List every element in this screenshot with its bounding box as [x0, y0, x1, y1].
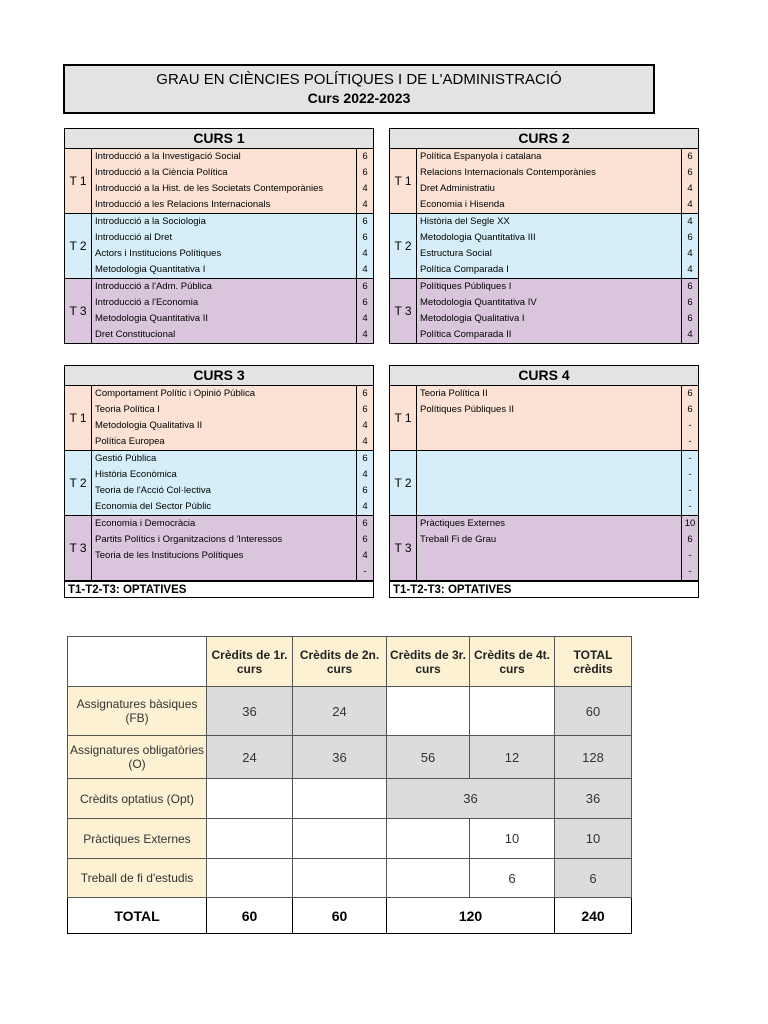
col-header-1r: Crèdits de 1r. curs [207, 637, 293, 687]
cell-pe-2n [293, 819, 387, 859]
subject-credits: 4 [681, 197, 698, 213]
subject-name: Introducció a les Relacions Internacionals [95, 199, 271, 210]
subject-credits: 4 [356, 548, 373, 564]
trimester-block [65, 149, 373, 214]
subject-credits: 4 [681, 262, 698, 278]
subject-name: Política Espanyola i catalana [420, 151, 542, 162]
optatives-note: T1-T2-T3: OPTATIVES [389, 581, 699, 598]
subject-credits: 6 [681, 149, 698, 165]
subject-row [92, 311, 373, 327]
row-label-o: Assignatures obligatòries (O) [68, 736, 207, 779]
trimester-label: T 3 [65, 279, 92, 343]
subject-row [417, 262, 698, 278]
subject-name [92, 564, 356, 580]
course-box-1 [64, 128, 374, 344]
subject-row [417, 499, 698, 515]
subject-name: Metodologia Qualitativa I [420, 313, 525, 324]
subject-credits: - [681, 564, 698, 580]
trimester-label: T 2 [65, 451, 92, 515]
subject-credits: 6 [681, 295, 698, 311]
course-title: CURS 2 [390, 129, 698, 149]
subject-credits: 4 [356, 418, 373, 434]
cell-pe-3r [387, 819, 470, 859]
subject-name: Relacions Internacionals Contemporànies [420, 167, 596, 178]
subject-name: Dret Administratiu [420, 183, 495, 194]
cell-fb-3r [387, 687, 470, 736]
table-row [68, 736, 632, 779]
subject-name [417, 418, 681, 434]
subject-name: Polítiques Públiques II [420, 404, 515, 415]
row-label-opt: Crèdits optatius (Opt) [68, 779, 207, 819]
subject-row [417, 467, 698, 483]
subject-name: Polítiques Públiques I [420, 281, 512, 292]
cell-o-3r: 56 [387, 736, 470, 779]
subject-name [417, 564, 681, 580]
subject-credits: 4 [681, 181, 698, 197]
subject-credits: 4 [681, 214, 698, 230]
subject-credits: 4 [356, 181, 373, 197]
trimester-block [390, 516, 698, 580]
subject-name: Economia i Democràcia [95, 518, 196, 529]
subject-row [92, 434, 373, 450]
subject-credits: - [681, 418, 698, 434]
subject-credits: 6 [356, 230, 373, 246]
subject-row [417, 165, 698, 181]
cell-total-3r-4t: 120 [387, 898, 555, 934]
cell-tfe-1r [207, 859, 293, 898]
trimester-label: T 3 [390, 516, 417, 580]
subject-name [417, 467, 681, 483]
course-title: CURS 1 [65, 129, 373, 149]
subject-credits: 6 [356, 295, 373, 311]
subject-row [417, 246, 698, 262]
subject-row [92, 246, 373, 262]
cell-fb-total: 60 [555, 687, 632, 736]
subject-credits: - [681, 499, 698, 515]
subject-row [417, 311, 698, 327]
subject-row [92, 262, 373, 278]
cell-tfe-2n [293, 859, 387, 898]
col-header-3r: Crèdits de 3r. curs [387, 637, 470, 687]
subject-credits: 6 [681, 532, 698, 548]
subject-name: Estructura Social [420, 248, 492, 259]
subject-row [92, 564, 373, 580]
course-box-3 [64, 365, 374, 581]
subject-row [92, 181, 373, 197]
subject-name [417, 548, 681, 564]
course-title: CURS 3 [65, 366, 373, 386]
subject-name: Actors i Institucions Polítiques [95, 248, 222, 259]
subject-row [92, 483, 373, 499]
subject-row [417, 149, 698, 165]
subject-credits: 6 [681, 165, 698, 181]
trimester-block [65, 451, 373, 516]
cell-tfe-3r [387, 859, 470, 898]
subject-name: Comportament Polític i Opinió Pública [95, 388, 255, 399]
subject-row [92, 295, 373, 311]
cell-fb-1r: 36 [207, 687, 293, 736]
trimester-block [65, 516, 373, 580]
subject-name: Treball Fi de Grau [420, 534, 497, 545]
subject-credits: - [681, 483, 698, 499]
subject-credits: 6 [356, 279, 373, 295]
subject-row [417, 197, 698, 213]
table-row [68, 779, 632, 819]
table-row-total [68, 898, 632, 934]
trimester-block [65, 279, 373, 343]
trimester-label: T 3 [390, 279, 417, 343]
trimester-label: T 2 [65, 214, 92, 278]
course-box-2 [389, 128, 699, 344]
cell-total-1r: 60 [207, 898, 293, 934]
subject-credits: 4 [356, 197, 373, 213]
subject-credits: - [681, 548, 698, 564]
trimester-label: T 2 [390, 214, 417, 278]
trimester-block [390, 386, 698, 451]
subject-name: Història Econòmica [95, 469, 177, 480]
subject-row [92, 149, 373, 165]
credits-table [67, 636, 632, 934]
subject-row [417, 516, 698, 532]
subject-name: Introducció a la Sociologia [95, 216, 206, 227]
row-label-pe: Pràctiques Externes [68, 819, 207, 859]
subject-row [92, 499, 373, 515]
subject-name: Introducció a la Ciència Política [95, 167, 228, 178]
subject-name [417, 483, 681, 499]
subject-row [417, 548, 698, 564]
subject-row [92, 451, 373, 467]
subject-credits: 6 [681, 311, 698, 327]
subject-name: Introducció a l'Adm. Pública [95, 281, 212, 292]
table-row [68, 859, 632, 898]
row-label-tfe: Treball de fi d'estudis [68, 859, 207, 898]
subject-credits: 6 [356, 516, 373, 532]
subject-row [92, 165, 373, 181]
subject-name: Gestió Pública [95, 453, 157, 464]
subject-credits: 4 [356, 327, 373, 343]
subject-credits: - [681, 434, 698, 450]
table-row [68, 819, 632, 859]
row-label-total: TOTAL [68, 898, 207, 934]
cell-pe-total: 10 [555, 819, 632, 859]
subject-credits: 6 [356, 149, 373, 165]
subject-credits: 10 [681, 516, 698, 532]
col-header-4t: Crèdits de 4t. curs [470, 637, 555, 687]
subject-name: Política Europea [95, 436, 165, 447]
subject-row [92, 467, 373, 483]
subject-credits: 6 [681, 279, 698, 295]
cell-o-total: 128 [555, 736, 632, 779]
subject-credits: - [356, 564, 373, 580]
subject-name: Dret Constitucional [95, 329, 176, 340]
subject-credits: 4 [356, 499, 373, 515]
col-header-total: TOTAL crèdits [555, 637, 632, 687]
cell-fb-4t [470, 687, 555, 736]
subject-credits: - [681, 451, 698, 467]
subject-row [417, 181, 698, 197]
subject-name: Economia i Hisenda [420, 199, 505, 210]
subject-credits: 6 [356, 483, 373, 499]
subject-row [92, 418, 373, 434]
subject-name: Introducció a la Investigació Social [95, 151, 241, 162]
subject-row [417, 532, 698, 548]
col-header-2n: Crèdits de 2n. curs [293, 637, 387, 687]
trimester-block [390, 149, 698, 214]
subject-name [417, 434, 681, 450]
subject-row [417, 418, 698, 434]
trimester-block [390, 279, 698, 343]
subject-row [417, 295, 698, 311]
subject-row [92, 197, 373, 213]
subject-credits: 6 [681, 386, 698, 402]
subject-name: Partits Polítics i Organitzacions d 'Interessos [95, 534, 283, 545]
subject-credits: 6 [356, 214, 373, 230]
course-title: CURS 4 [390, 366, 698, 386]
trimester-label: T 1 [65, 149, 92, 213]
subject-row [92, 516, 373, 532]
subject-credits: - [681, 467, 698, 483]
cell-pe-1r [207, 819, 293, 859]
subject-row [417, 214, 698, 230]
trimester-label: T 2 [390, 451, 417, 515]
subject-row [92, 214, 373, 230]
subject-credits: 6 [356, 165, 373, 181]
row-label-fb: Assignatures bàsiques (FB) [68, 687, 207, 736]
subject-name: Economia del Sector Públic [95, 501, 212, 512]
subject-name [417, 451, 681, 467]
subject-name: Política Comparada II [420, 329, 512, 340]
subject-name: Teoria Política II [420, 388, 488, 399]
subject-row [417, 279, 698, 295]
subject-credits: 4 [356, 467, 373, 483]
subject-credits: 4 [356, 246, 373, 262]
subject-row [92, 279, 373, 295]
subject-credits: 4 [356, 311, 373, 327]
cell-pe-4t: 10 [470, 819, 555, 859]
subject-name: Introducció a l'Economia [95, 297, 199, 308]
optatives-note: T1-T2-T3: OPTATIVES [64, 581, 374, 598]
subject-credits: 4 [681, 246, 698, 262]
trimester-block [65, 386, 373, 451]
subject-row [417, 386, 698, 402]
subject-name: Metodologia Quantitativa III [420, 232, 536, 243]
subject-row [417, 434, 698, 450]
cell-tfe-4t: 6 [470, 859, 555, 898]
subject-credits: 6 [356, 532, 373, 548]
subject-name: Introducció a la Hist. de les Societats Contemporànies [95, 183, 324, 194]
cell-o-1r: 24 [207, 736, 293, 779]
trimester-label: T 1 [65, 386, 92, 450]
cell-fb-2n: 24 [293, 687, 387, 736]
subject-name: Introducció al Dret [95, 232, 173, 243]
cell-opt-total: 36 [555, 779, 632, 819]
subject-name [417, 499, 681, 515]
cell-o-2n: 36 [293, 736, 387, 779]
cell-tfe-total: 6 [555, 859, 632, 898]
subject-row [92, 402, 373, 418]
trimester-block [390, 214, 698, 279]
trimester-label: T 1 [390, 386, 417, 450]
subject-name: Teoria Política I [95, 404, 160, 415]
document-header [63, 64, 655, 114]
subject-row [92, 230, 373, 246]
course-box-4 [389, 365, 699, 581]
subject-row [417, 564, 698, 580]
subject-credits: 6 [356, 451, 373, 467]
subject-row [92, 532, 373, 548]
subject-credits: 4 [681, 327, 698, 343]
subject-name: Història del Segle XX [420, 216, 510, 227]
subject-row [92, 386, 373, 402]
subject-name: Pràctiques Externes [420, 518, 506, 529]
trimester-label: T 1 [390, 149, 417, 213]
subject-credits: 6 [681, 402, 698, 418]
subject-name: Metodologia Quantitativa I [95, 264, 206, 275]
degree-title: GRAU EN CIÈNCIES POLÍTIQUES I DE L'ADMINISTRACIÓ [156, 71, 562, 88]
subject-credits: 4 [356, 262, 373, 278]
trimester-block [65, 214, 373, 279]
subject-row [417, 327, 698, 343]
subject-credits: 6 [681, 230, 698, 246]
subject-name: Metodologia Quantitativa II [95, 313, 209, 324]
cell-total-total: 240 [555, 898, 632, 934]
subject-name: Teoria de l'Acció Col·lectiva [95, 485, 211, 496]
cell-opt-1r [207, 779, 293, 819]
subject-credits: 6 [356, 402, 373, 418]
subject-credits: 6 [356, 386, 373, 402]
subject-name: Metodologia Quantitativa IV [420, 297, 537, 308]
trimester-label: T 3 [65, 516, 92, 580]
subject-row [417, 402, 698, 418]
table-row [68, 687, 632, 736]
cell-o-4t: 12 [470, 736, 555, 779]
subject-row [417, 230, 698, 246]
subject-row [92, 548, 373, 564]
cell-total-2n: 60 [293, 898, 387, 934]
subject-name: Política Comparada I [420, 264, 509, 275]
cell-opt-2n [293, 779, 387, 819]
cell-opt-3r-4t: 36 [387, 779, 555, 819]
subject-row [92, 327, 373, 343]
subject-credits: 4 [356, 434, 373, 450]
subject-row [417, 483, 698, 499]
subject-name: Teoria de les Institucions Polítiques [95, 550, 244, 561]
trimester-block [390, 451, 698, 516]
subject-name: Metodologia Qualitativa II [95, 420, 203, 431]
subject-row [417, 451, 698, 467]
empty-corner-cell [68, 637, 207, 687]
academic-year: Curs 2022-2023 [307, 90, 411, 106]
